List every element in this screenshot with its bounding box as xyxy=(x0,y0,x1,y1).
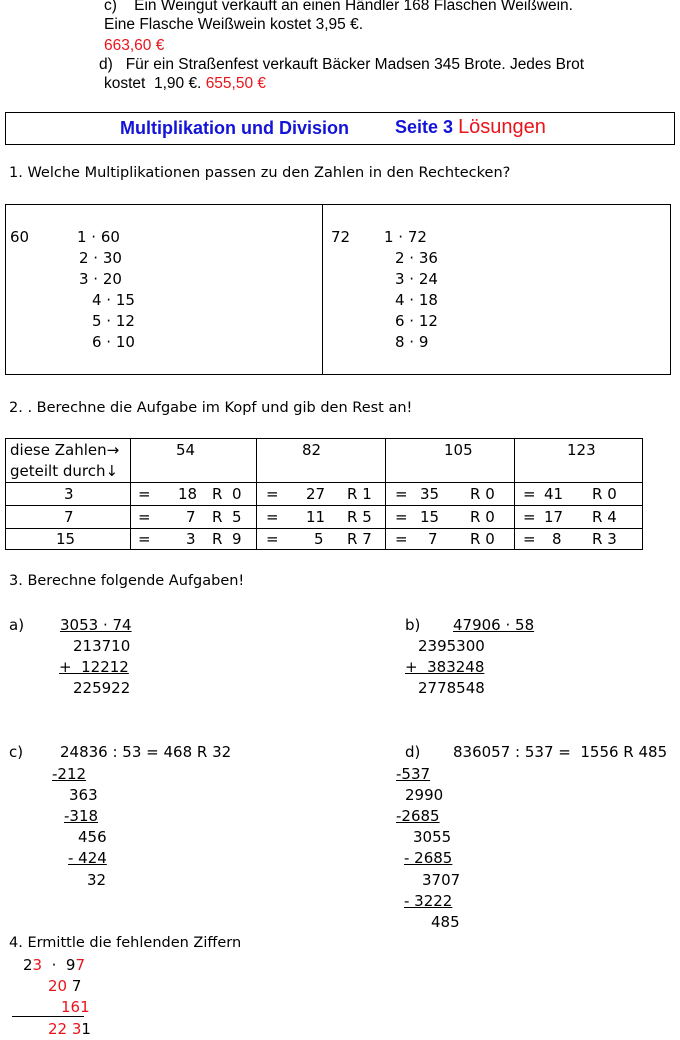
task2-divisor: 7 xyxy=(64,508,74,526)
task2-quotient: 8 xyxy=(552,530,562,548)
task2-rest: R 1 xyxy=(347,485,372,503)
task3-a-result: 225922 xyxy=(73,679,131,697)
task4-digit: 2 xyxy=(23,956,33,974)
task3-d-label: d) xyxy=(405,743,421,761)
task2-question: 2. . Berechne die Aufgabe im Kopf und gib den Rest an! xyxy=(9,400,413,416)
task4-digit: 7 xyxy=(67,977,82,995)
task3-a-line: 213710 xyxy=(73,637,131,655)
task3-d-step: -2685 xyxy=(396,807,440,825)
task2-quotient: 27 xyxy=(306,485,326,503)
page-title: Multiplikation und Division xyxy=(120,118,349,138)
task3-c-step: 456 xyxy=(78,828,107,846)
task2-quotient: 7 xyxy=(428,530,438,548)
task4-missing-digit: 22 3 xyxy=(48,1020,82,1038)
task3-d-step: - 3222 xyxy=(404,892,453,910)
task3-c-step: - 424 xyxy=(68,849,107,867)
task1-right-item: 2 · 36 xyxy=(395,249,438,267)
task2-rest: R 7 xyxy=(347,530,372,548)
task1-divider xyxy=(322,204,323,375)
task2-number: 123 xyxy=(567,441,596,459)
task2-quotient: 18 xyxy=(178,485,198,503)
task2-col-line xyxy=(130,438,131,550)
task3-b-line: 2395300 xyxy=(418,637,485,655)
task1-left-item: 3 · 20 xyxy=(79,270,122,288)
task3-d-step: -537 xyxy=(396,765,431,783)
task4-row4 xyxy=(48,1021,91,1038)
task2-rest: R 9 xyxy=(212,530,242,548)
task-d-line1: d) Für ein Straßenfest verkauft Bäcker Madsen 345 Brote. Jedes Brot xyxy=(99,56,585,73)
task2-quotient: 15 xyxy=(420,508,440,526)
task2-rest: R 3 xyxy=(592,530,617,548)
task2-eq: = xyxy=(266,485,279,503)
task2-number: 105 xyxy=(444,441,473,459)
task2-quotient: 3 xyxy=(186,530,196,548)
task1-right-item: 3 · 24 xyxy=(395,270,438,288)
task2-rest: R 5 xyxy=(347,508,372,526)
task1-left-item: 5 · 12 xyxy=(92,312,135,330)
task-c-answer: 663,60 € xyxy=(104,37,165,54)
task4-sum-line xyxy=(12,1016,84,1017)
task2-eq: = xyxy=(266,508,279,526)
task1-right-number: 72 xyxy=(331,228,351,246)
task3-d-result: 485 xyxy=(431,913,460,931)
task2-quotient: 11 xyxy=(306,508,326,526)
task4-row3: 161 xyxy=(61,998,90,1016)
task2-quotient: 41 xyxy=(544,485,564,503)
task4-digit: · 9 xyxy=(42,956,76,974)
task4-row1 xyxy=(23,957,85,974)
task2-quotient: 35 xyxy=(420,485,440,503)
task3-a-line: + 12212 xyxy=(59,658,129,676)
task2-divisor: 15 xyxy=(56,530,76,548)
task2-number: 82 xyxy=(302,441,322,459)
task4-row2 xyxy=(48,978,81,995)
task2-quotient: 17 xyxy=(544,508,564,526)
task1-right-item: 8 · 9 xyxy=(395,333,429,351)
task3-d-step: 3707 xyxy=(422,871,461,889)
task4-missing-digit: 7 xyxy=(75,956,86,974)
task2-number: 54 xyxy=(176,441,196,459)
task3-a-task: 3053 · 74 xyxy=(60,616,132,634)
task4-question: 4. Ermittle die fehlenden Ziffern xyxy=(9,935,242,951)
task3-c-result: 32 xyxy=(87,871,107,889)
task3-b-line: + 383248 xyxy=(405,658,485,676)
task1-left-item: 1 · 60 xyxy=(77,228,120,246)
task2-rest: R 0 xyxy=(592,485,617,503)
task2-eq: = xyxy=(266,530,279,548)
task2-rest: R 0 xyxy=(470,485,495,503)
task-c-line2: Eine Flasche Weißwein kostet 3,95 €. xyxy=(104,16,364,33)
task2-eq: = xyxy=(523,508,536,526)
task3-d-step: 3055 xyxy=(413,828,452,846)
task3-c-task: 24836 : 53 = 468 R 32 xyxy=(60,743,232,761)
task3-c-step: 363 xyxy=(69,786,98,804)
task1-question: 1. Welche Multiplikationen passen zu den Zahlen in den Rechtecken? xyxy=(9,165,511,181)
task1-right-item: 6 · 12 xyxy=(395,312,438,330)
task2-eq: = xyxy=(395,530,408,548)
task3-b-label: b) xyxy=(405,616,421,634)
task3-b-task: 47906 · 58 xyxy=(453,616,535,634)
task2-eq: = xyxy=(523,485,536,503)
task2-eq: = xyxy=(395,508,408,526)
task2-rest: R 4 xyxy=(592,508,617,526)
task4-missing-digit: 20 xyxy=(48,977,68,995)
task2-rest: R 0 xyxy=(470,530,495,548)
task1-right-item: 1 · 72 xyxy=(384,228,427,246)
task2-eq: = xyxy=(523,530,536,548)
task3-d-step: 2990 xyxy=(405,786,444,804)
task3-c-step: -212 xyxy=(52,765,87,783)
task2-rest: R 5 xyxy=(212,508,242,526)
task3-c-step: -318 xyxy=(64,807,99,825)
task3-question: 3. Berechne folgende Aufgaben! xyxy=(9,573,245,589)
page-number-wrap xyxy=(395,116,546,139)
task2-quotient: 7 xyxy=(186,508,196,526)
task2-row-line xyxy=(5,505,643,506)
page-number: Seite 3 xyxy=(395,117,454,137)
task1-right-item: 4 · 18 xyxy=(395,291,438,309)
task2-eq: = xyxy=(395,485,408,503)
task2-rest: R 0 xyxy=(470,508,495,526)
task2-col-line xyxy=(514,438,515,550)
task-d-line2-wrap xyxy=(104,75,266,93)
task1-left-item: 2 · 30 xyxy=(79,249,122,267)
task4-missing-digit: 3 xyxy=(32,956,43,974)
task3-d-task: 836057 : 537 = 1556 R 485 xyxy=(453,743,668,761)
task2-eq: = xyxy=(138,508,151,526)
task2-col-line xyxy=(256,438,257,550)
solutions-label: Lösungen xyxy=(458,116,546,138)
task1-left-item: 4 · 15 xyxy=(92,291,135,309)
task3-a-label: a) xyxy=(9,616,25,634)
task2-eq: = xyxy=(138,530,151,548)
task-c-line1: c) Ein Weingut verkauft an einen Händler 168 Flaschen Weißwein. xyxy=(104,0,573,14)
task2-divisor: 3 xyxy=(64,485,74,503)
task3-d-step: - 2685 xyxy=(404,849,453,867)
task-d-answer: 655,50 € xyxy=(205,75,267,92)
task2-row-line xyxy=(5,528,643,529)
task1-left-number: 60 xyxy=(10,228,30,246)
task2-rest: R 0 xyxy=(212,485,242,503)
task2-eq: = xyxy=(138,485,151,503)
task3-b-result: 2778548 xyxy=(418,679,485,697)
task3-c-label: c) xyxy=(9,743,24,761)
task2-quotient: 5 xyxy=(314,530,324,548)
task2-col-line xyxy=(385,438,386,550)
task1-left-item: 6 · 10 xyxy=(92,333,135,351)
task4-digit: 1 xyxy=(81,1020,91,1038)
task-d-line2: kostet 1,90 €. xyxy=(104,75,202,92)
task2-header-label1: diese Zahlen→ xyxy=(10,441,120,459)
task2-header-label2: geteilt durch↓ xyxy=(10,462,119,480)
task2-row-line xyxy=(5,482,643,483)
